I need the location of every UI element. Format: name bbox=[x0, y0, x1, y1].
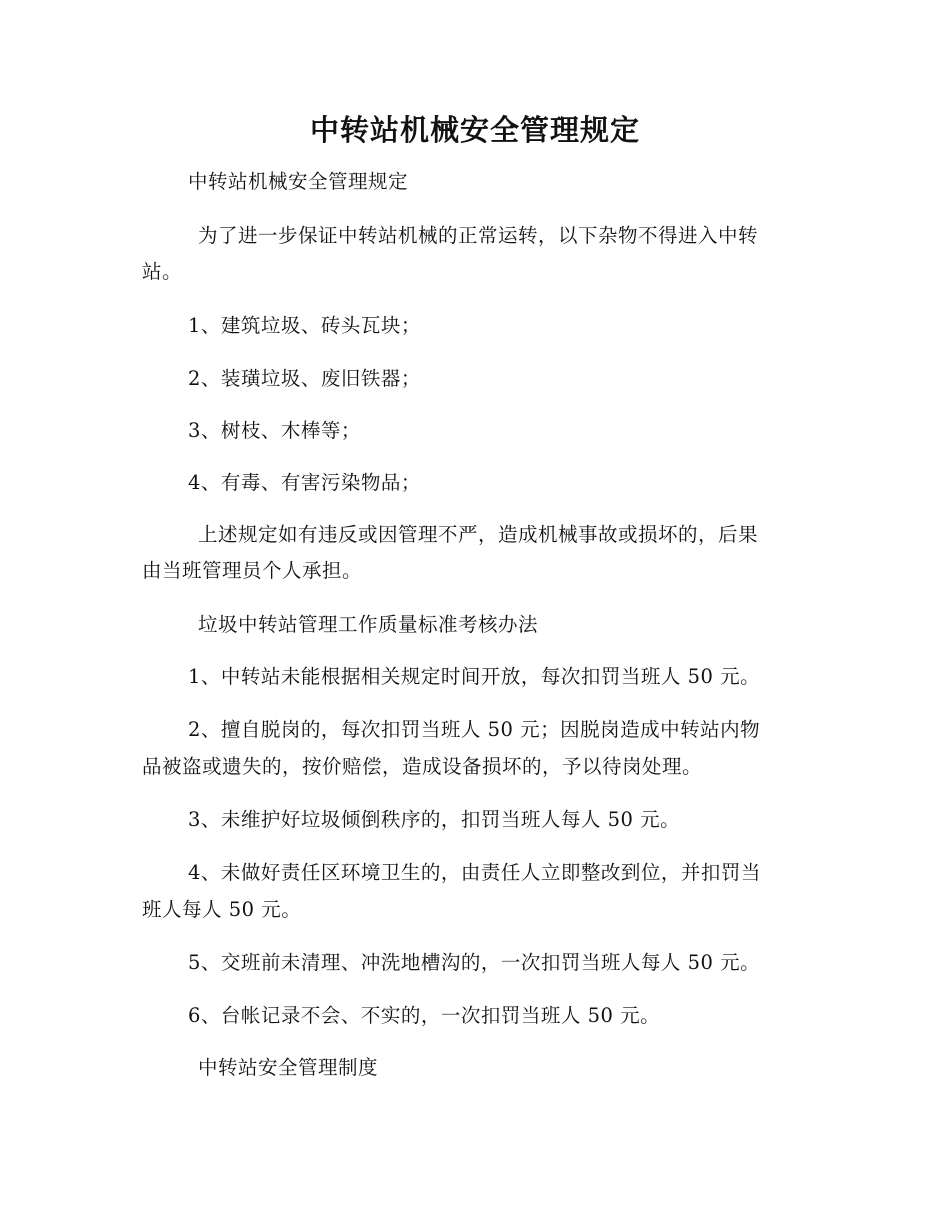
assessment-item-4-line-1: 4、未做好责任区环境卫生的，由责任人立即整改到位，并扣罚当 bbox=[188, 861, 761, 884]
liability-line-1: 上述规定如有违反或因管理不严，造成机械事故或损坏的，后果 bbox=[198, 523, 759, 546]
liability-line-2: 由当班管理员个人承担。 bbox=[142, 559, 363, 582]
assessment-item-6: 6、台帐记录不会、不实的，一次扣罚当班人 50 元。 bbox=[188, 1004, 661, 1027]
safety-heading: 中转站安全管理制度 bbox=[198, 1056, 379, 1079]
assessment-item-2-line-2: 品被盗或遗失的，按价赔偿，造成设备损坏的，予以待岗处理。 bbox=[142, 755, 703, 778]
rule-item-3: 3、树枝、木棒等； bbox=[188, 419, 361, 442]
rule-item-1: 1、建筑垃圾、砖头瓦块； bbox=[188, 314, 421, 337]
assessment-item-4-line-2: 班人每人 50 元。 bbox=[142, 898, 302, 921]
intro-line-2: 站。 bbox=[142, 260, 183, 283]
assessment-item-1: 1、中转站未能根据相关规定时间开放，每次扣罚当班人 50 元。 bbox=[188, 665, 761, 688]
assessment-heading: 垃圾中转站管理工作质量标准考核办法 bbox=[198, 613, 539, 636]
intro-line-1: 为了进一步保证中转站机械的正常运转，以下杂物不得进入中转 bbox=[198, 224, 759, 247]
document-subtitle: 中转站机械安全管理规定 bbox=[188, 170, 409, 193]
assessment-item-5: 5、交班前未清理、冲洗地槽沟的，一次扣罚当班人每人 50 元。 bbox=[188, 951, 761, 974]
document-title: 中转站机械安全管理规定 bbox=[309, 113, 640, 147]
assessment-item-2-line-1: 2、擅自脱岗的，每次扣罚当班人 50 元；因脱岗造成中转站内物 bbox=[188, 718, 761, 741]
rule-item-2: 2、装璜垃圾、废旧铁器； bbox=[188, 367, 421, 390]
assessment-item-3: 3、未维护好垃圾倾倒秩序的，扣罚当班人每人 50 元。 bbox=[188, 808, 681, 831]
rule-item-4: 4、有毒、有害污染物品； bbox=[188, 471, 421, 494]
